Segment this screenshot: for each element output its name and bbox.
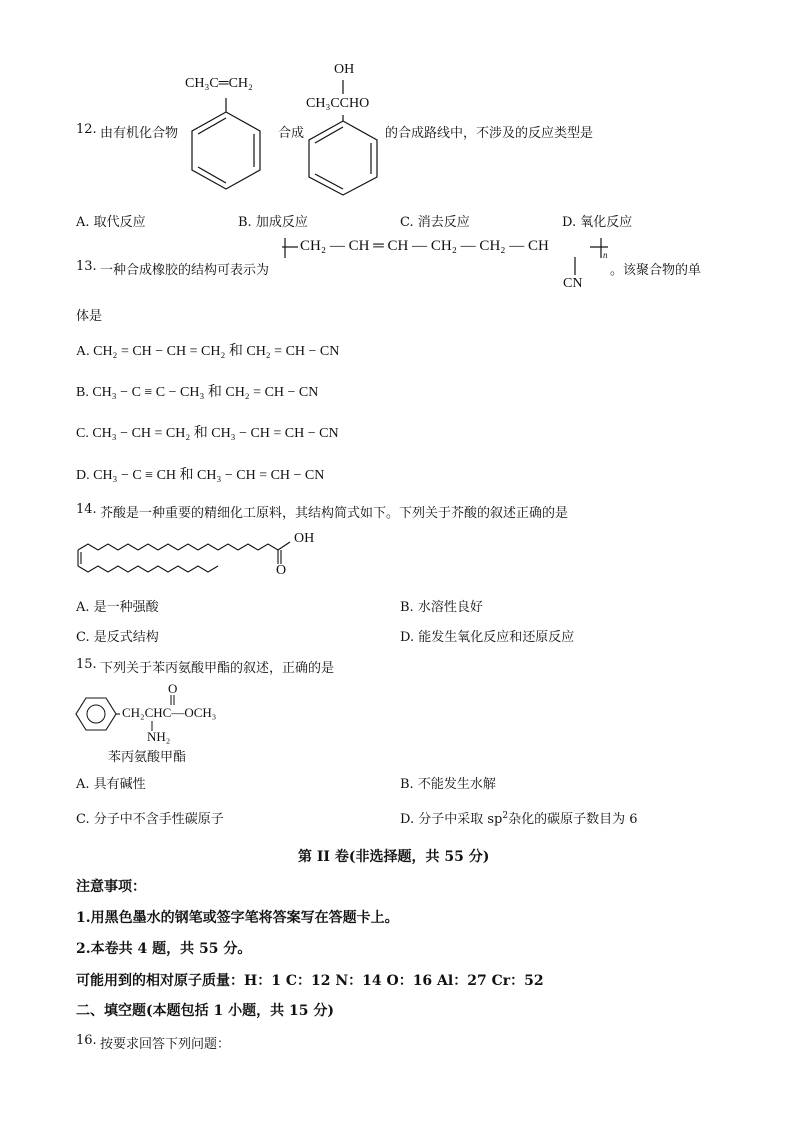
q12-number: 12. (76, 122, 97, 137)
q12-text-a: 由有机化合物 (100, 126, 179, 141)
q15-option-a: A. 具有碱性 (76, 777, 146, 792)
q12-struct1-top-label: CH₃C═CH₂ (185, 76, 253, 91)
q13-text-c: 体是 (76, 309, 103, 324)
q15-option-d-pre: D. 分子中采取 sp (400, 812, 503, 827)
q14-struct-oh: OH (294, 531, 315, 546)
q12-option-b: B. 加成反应 (238, 215, 308, 230)
q15-struct-caption: 苯丙氨酸甲酯 (108, 750, 187, 765)
q13-number: 13. (76, 259, 97, 274)
q15-struct-o: O (168, 681, 178, 696)
q13-text-b: 。该聚合物的单 (610, 263, 702, 278)
q13-polymer-chain: CH₂ — CH ═ CH — CH₂ — CH₂ — CH (300, 238, 549, 254)
q15-option-c: C. 分子中不含手性碳原子 (76, 812, 224, 827)
section2-atomic-masses: 可能用到的相对原子质量：H：1 C：12 N：14 O：16 Al：27 Cr：52 (76, 973, 544, 989)
q14-option-d: D. 能发生氧化反应和还原反应 (400, 630, 575, 645)
q12-benzene-ring-1 (186, 98, 266, 190)
section2-note1: 1.用黑色墨水的钢笔或签字笔将答案写在答题卡上。 (76, 910, 399, 926)
q16-number: 16. (76, 1033, 97, 1048)
q13-option-a: A. CH₂ = CH − CH = CH₂ 和 CH₂ = CH − CN (76, 344, 340, 359)
q12-struct2-chain: CH₃CCHO (306, 96, 370, 111)
q13-polymer-n: n (603, 250, 608, 260)
q13-bond-cn (573, 257, 577, 275)
q13-option-d: D. CH₃ − C ≡ CH 和 CH₃ − CH = CH − CN (76, 468, 325, 483)
q14-option-a: A. 是一种强酸 (76, 600, 159, 615)
q15-option-d (400, 808, 638, 827)
q12-text-c: 的合成路线中，不涉及的反应类型是 (385, 126, 594, 141)
section2-note2: 2.本卷共 4 题，共 55 分。 (76, 941, 252, 957)
q15-option-d-post: 杂化的碳原子数目为 6 (508, 812, 638, 827)
q15-option-d-sup: 2 (502, 811, 509, 821)
q14-option-c: C. 是反式结构 (76, 630, 159, 645)
q15-text: 下列关于苯丙氨酸甲酯的叙述，正确的是 (100, 661, 335, 676)
section2-part-title: 二、填空题(本题包括 1 小题，共 15 分) (76, 1003, 334, 1019)
q14-option-b: B. 水溶性良好 (400, 600, 483, 615)
q15-struct-nh2: NH₂ (147, 729, 171, 744)
q13-option-c: C. CH₃ − CH = CH₂ 和 CH₃ − CH = CH − CN (76, 426, 339, 441)
q13-option-b: B. CH₃ − C ≡ C − CH₃ 和 CH₂ = CH − CN (76, 385, 319, 400)
q15-struct-chain: CH₂CHC—OCH₃ (122, 705, 217, 720)
q12-option-a: A. 取代反应 (76, 215, 146, 230)
q13-polymer-cn: CN (563, 276, 583, 291)
q15-number: 15. (76, 657, 97, 672)
q13-text-a: 一种合成橡胶的结构可表示为 (100, 263, 270, 278)
q16-text: 按要求回答下列问题： (100, 1037, 231, 1052)
q14-text: 芥酸是一种重要的精细化工原料，其结构简式如下。下列关于芥酸的叙述正确的是 (100, 506, 569, 521)
q12-option-d: D. 氧化反应 (562, 215, 633, 230)
q12-benzene-ring-2 (303, 115, 383, 195)
q12-bond-oh (341, 80, 345, 94)
q14-number: 14. (76, 502, 97, 517)
q15-option-b: B. 不能发生水解 (400, 777, 496, 792)
section2-notes-title: 注意事项： (76, 879, 146, 895)
q14-struct-o: O (276, 563, 287, 578)
q14-erucic-acid-structure (78, 532, 298, 582)
section2-title: 第 II 卷(非选择题，共 55 分) (298, 849, 490, 865)
q12-text-b: 合成 (278, 126, 305, 141)
q12-option-c: C. 消去反应 (400, 215, 470, 230)
q15-carbonyl-bond (170, 695, 176, 705)
q12-struct2-oh: OH (334, 62, 355, 77)
q15-benzene-ring (76, 697, 120, 731)
